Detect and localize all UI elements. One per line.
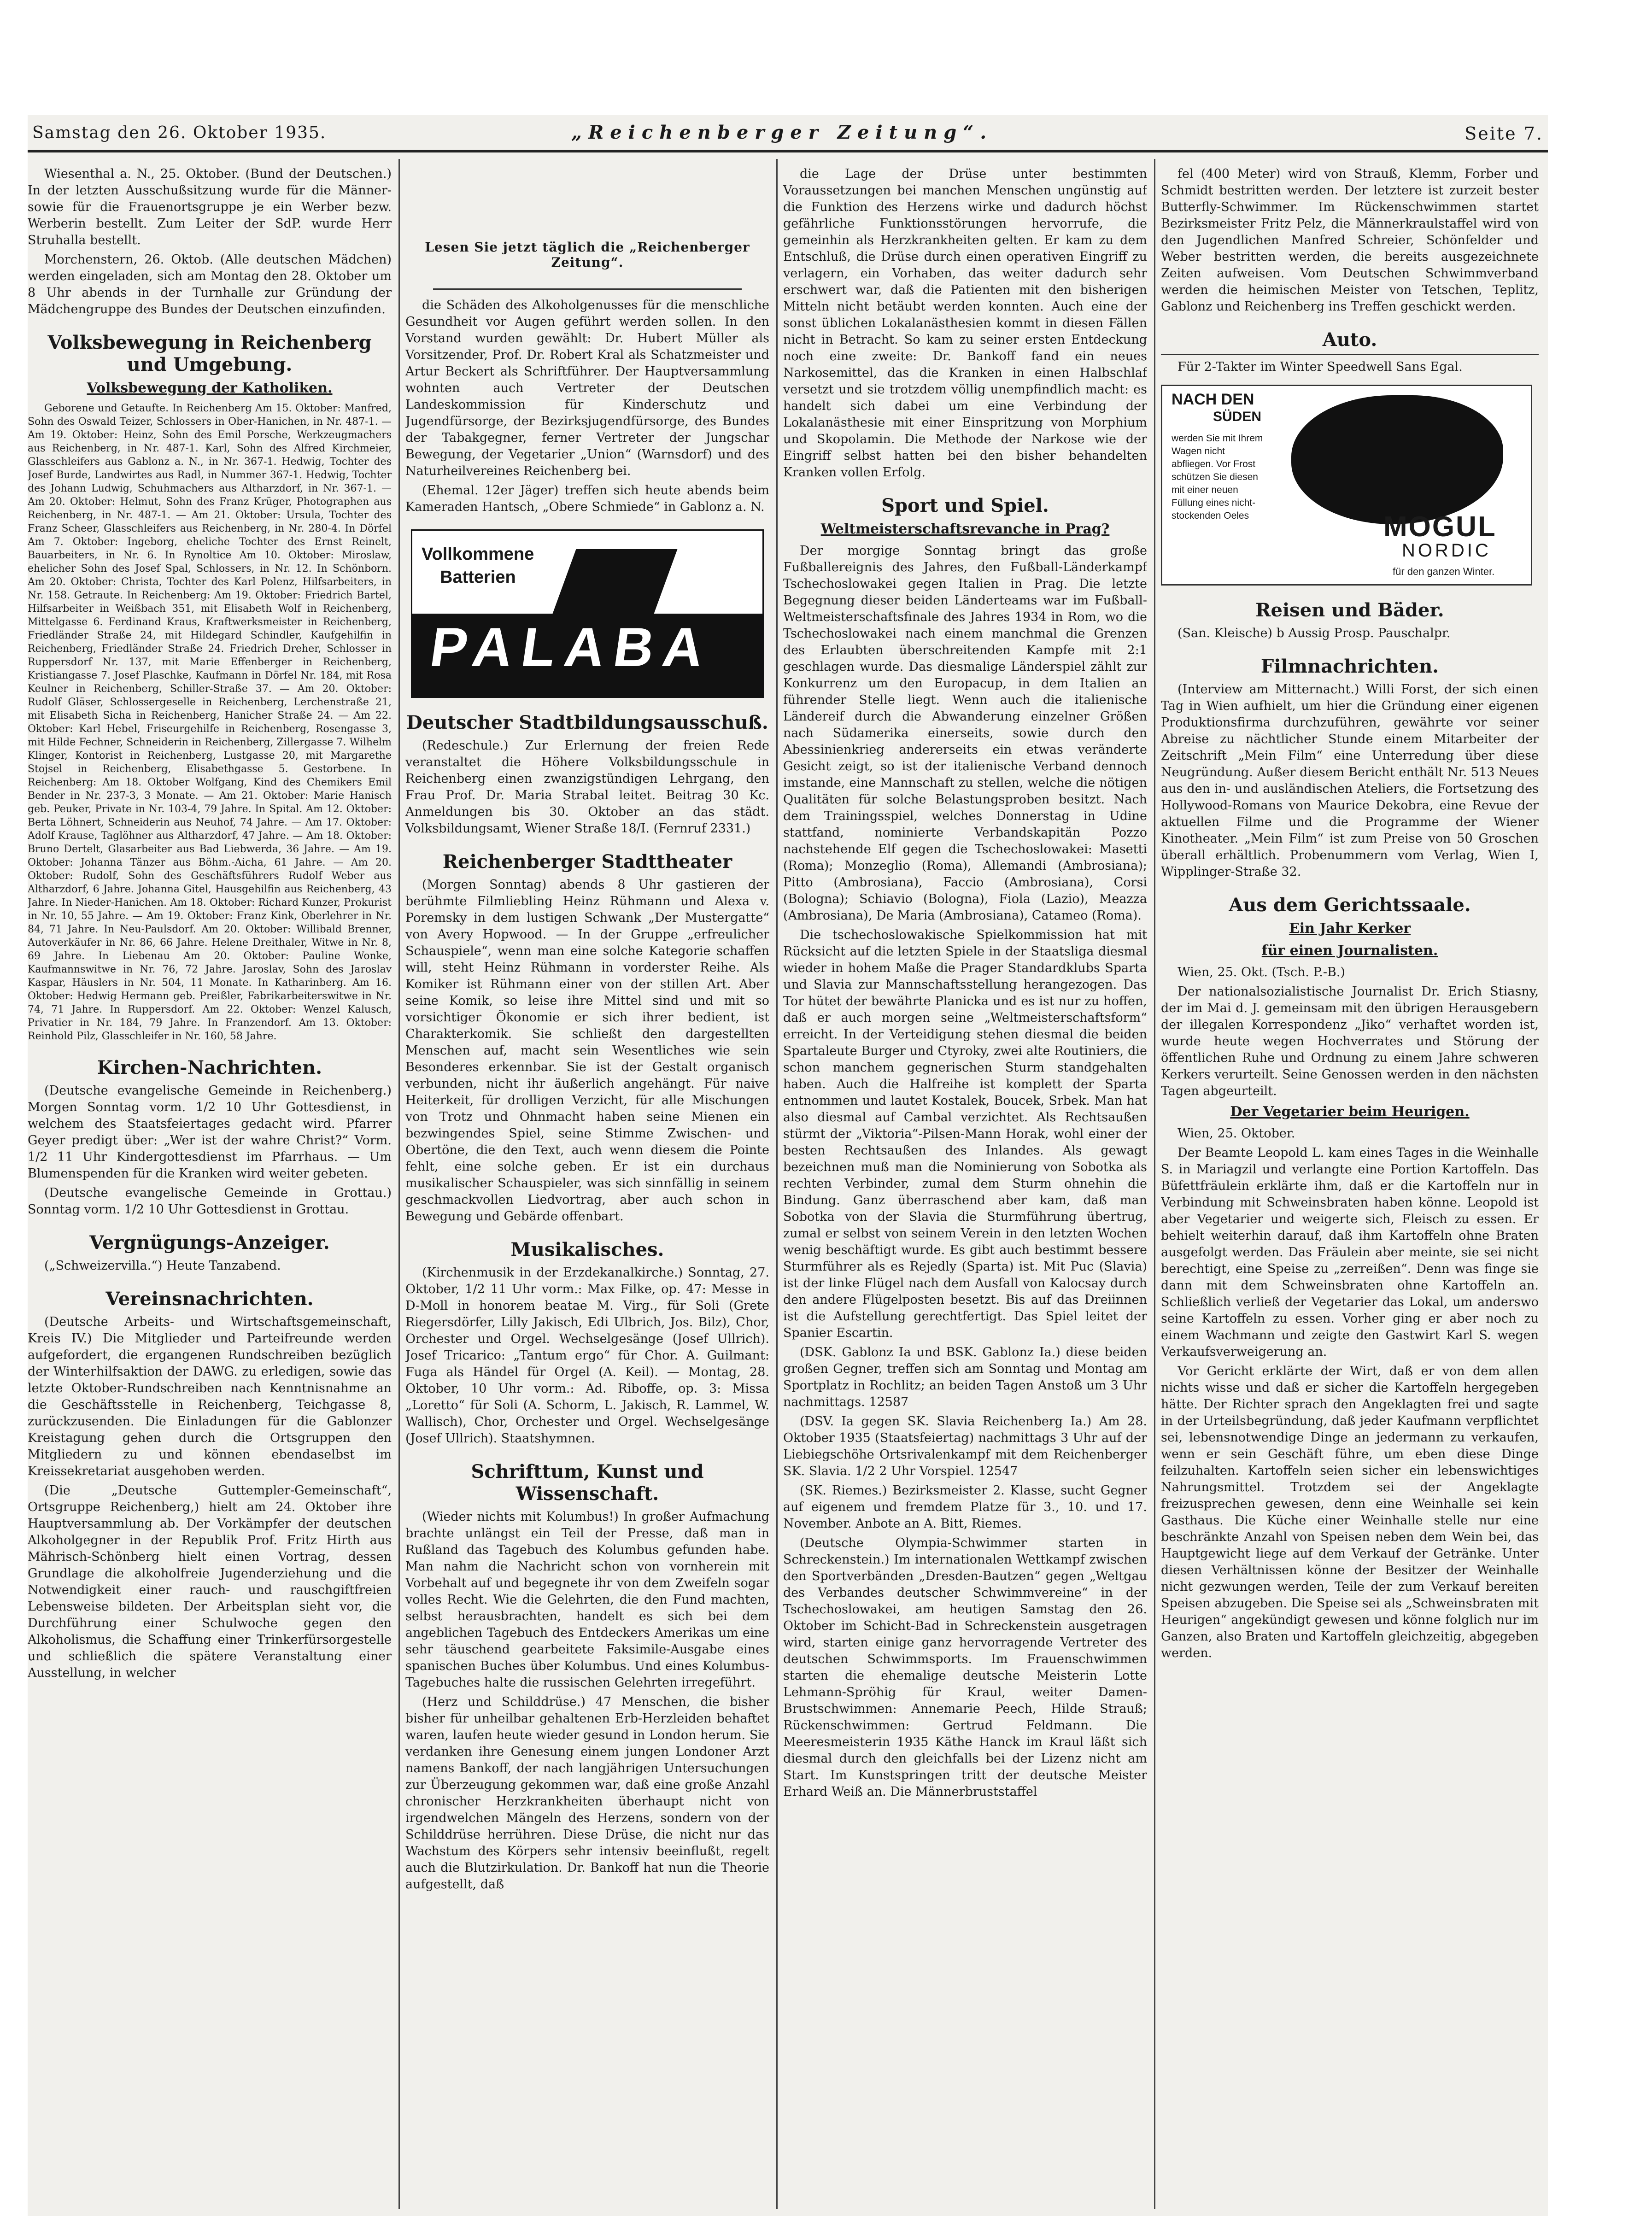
article-schwimmer-continued: fel (400 Meter) wird von Strauß, Klemm, Forber und Schmidt bestritten werden. Der letztere ist zurzeit bester Butterfly-Schwimmer. Im Rückenschwimmen startet Bezirksmeister Fritz Pelz, die Männerkraulstaffel wird von den Jugendlichen Manfred Schreier, Schönfelder und Weber bestritten werden, die bereits ausgezeichnete Zeiten aufweisen. Vom Deutschen Schwimmverband werden die heimischen Meister von Tetschen, Teplitz, Gablonz und Reichenberg ins Treffen geschickt werden.	[1161, 167, 1539, 314]
article-kirchen-1: (Deutsche evangelische Gemeinde in Reichenberg.) Morgen Sonntag vorm. 1/2 10 Uhr Gottesdienst, in welchem des Staatsfeiertages gedacht wird. Pfarrer Geyer predigt über: „Wer ist der wahre Christ?“ Vorm. 1/2 11 Uhr Kindergottesdienst im Pfarrhaus. — Um Blumenspenden für die Kranken wird weiter gebeten.	[28, 1084, 392, 1181]
article-auto: Für 2-Takter im Winter Speedwell Sans Egal.	[1177, 360, 1463, 374]
ad-brand-band	[412, 614, 762, 697]
section-heading-volksbewegung: Volksbewegung in Reichenberg und Umgebung.	[47, 332, 372, 375]
article-wiesenthal: Wiesenthal a. N., 25. Oktober. (Bund der Deutschen.) In der letzten Ausschußsitzung wurde für die Männer- sowie für die Frauenortsgruppe je ein Werber bezw. Werberin bestellt. Zum Leiter der SdP. wurde Herr Struhalla bestellt.	[28, 167, 392, 247]
ad-headline-1: NACH DEN	[1172, 391, 1254, 408]
article-theater: (Morgen Sonntag) abends 8 Uhr gastieren der berühmte Filmliebling Heinz Rühmann und Alexa v. Poremsky in dem lustigen Schwank „Der Mustergatte“ von Avery Hopwood. — In der Gruppe „erfreulicher Schauspiele“, wenn man eine solche Kategorie schaffen will, steht Heinz Rühmann in vorderster Reihe. Als Komiker ist Rühmann einer von der stillen Art. Aber seine Komik, so leise ihre Mittel sind und mit so vorsichtiger Ökonomie er sich ihrer bedient, ist Charakterkomik. Sie schließt den dargestellten Menschen auf, macht sein Wesentliches wie sein Besonderes erkennbar. Sie ist der Gestalt organisch verbunden, nicht ihr äußerlich angehängt. Für naive Heiterkeit, für drolligen Verzicht, für alle Mischungen von Trotz und Ohnmacht haben seine Mienen ein bezwingendes Spiel, seine Stimme Zwischen- und Obertöne, die den Text, auch wenn diesem die Pointe fehlt, eine solche geben. Er ist ein durchaus musikalischer Schauspieler, was sich sinnfällig in seinem geschmackvollen Liedvortrag, aber auch schon in Bewegung und Gebärde offenbart.	[405, 878, 769, 1224]
article-vegetarier-2: Vor Gericht erklärte der Wirt, daß er von dem allen nichts wisse und daß er sicher die Kartoffeln hergegeben hätte. Der Richter sprach den Angeklagten frei und sagte in der Urteilsbegründung, daß jeder Kaufmann verpflichtet sei, lebensnotwendige Dinge an jedermann zu verkaufen, wenn er sein Geschäft führe, um eben diese Dinge feilzuhalten. Kartoffeln seien sicher ein lebenswichtiges Nahrungsmittel. Trotzdem sei der Angeklagte freizusprechen gewesen, denn eine Weinhalle sei kein Gasthaus. Die Küche einer Weinhalle stelle nur eine beschränkte Anzahl von Speisen neben dem Wein bei, das Hauptgewicht liege auf dem Verkauf der Getränke. Unter diesen Verhältnissen könne der Besitzer der Weinhalle nicht gezwungen werden, Teile der zum Verkauf bereiten Speisen abzugeben. Die Speise sei als „Schweinsbraten mit Heurigen“ angekündigt gewesen und könne folglich nur im Ganzen, also Braten und Kartoffeln gleichzeitig, abgegeben werden.	[1161, 1364, 1539, 1660]
article-film: (Interview am Mitternacht.) Willi Forst, der sich einen Tag in Wien aufhielt, um hier die Gründung einer eigenen Produktionsfirma durchzuführen, gewährte vor seiner Abreise zu nächtlicher Stunde einem Mitarbeiter der Zeitschrift „Mein Film“ eine Unterredung über diese Neugründung. Außer diesem Bericht enthält Nr. 513 Neues aus den in- und ausländischen Ateliers, die Fortsetzung des Hollywood-Romans von Maurice Dekobra, eine Revue der aktuellen Filme und die Programme der Wiener Kinotheater. „Mein Film“ ist zum Preise von 50 Groschen überall erhältlich. Probenummern vom Verlag, Wien I, Wipplinger-Straße 32.	[1161, 682, 1539, 879]
subheading-katholiken: Volksbewegung der Katholiken.	[87, 380, 333, 396]
subscription-notice: Lesen Sie jetzt täglich die „Reichenberger Zeitung“.	[425, 240, 750, 270]
article-jaeger: (Ehemal. 12er Jäger) treffen sich heute abends beim Kameraden Hantsch, „Obere Schmiede“ in Gablonz a. N.	[405, 483, 769, 514]
article-alkohol-continued: die Schäden des Alkoholgenusses für die menschliche Gesundheit vor Augen geführt werden sollen. In den Vorstand wurden gewählt: Dr. Hubert Müller als Vorsitzender, Prof. Dr. Robert Kral als Schatzmeister und Artur Beckert als Schriftführer. Der Hauptversammlung wohnten auch Vertreter der Deutschen Landeskommission für Kinderschutz und Jugendfürsorge, der Bezirksjugendfürsorge, des Bundes der Tabakgegner, ferner Vertreter der Jungschar Bewegung, der Vegetarier „Union“ (Warnsdorf) und des Naturheilvereines Reichenberg bei.	[405, 298, 769, 478]
article-redeschule: (Redeschule.) Zur Erlernung der freien Rede veranstaltet die Höhere Volksbildungsschule in Reichenberg einen zwanzigstündigen Lehrgang, den Frau Prof. Dr. Maria Strabal leitet. Beitrag 30 Kc. Anmeldungen bis 30. Oktober an das städt. Volksbildungsamt, Wiener Straße 18/I. (Fernruf 2331.)	[405, 738, 769, 836]
subheading-kerker: Ein Jahr Kerker	[1289, 920, 1411, 937]
newspaper-title: „Reichenberger Zeitung“.	[571, 122, 993, 143]
article-verein-2: (Die „Deutsche Guttempler-Gemeinschaft“, Ortsgruppe Reichenberg,) hielt am 24. Oktober ihre Hauptversammlung ab. Der Vorkämpfer der deutschen Alkoholgegner in der Republik Prof. Fritz Hirth aus Mährisch-Schönberg hielt einen Vortrag, dessen Grundlage die alkoholfreie Jugenderziehung und die Notwendigkeit einer rauch- und rauschgiftfreien Lebensweise bildeten. Der Arbeitsplan sieht vor, die Durchführung einer Schulwoche gegen den Alkoholismus, die Schaffung einer Trinkerfürsorgestelle und schließlich die spätere Veranstaltung einer Ausstellung, in welcher	[28, 1483, 392, 1680]
divider	[433, 288, 742, 290]
article-laenderspiel: Der morgige Sonntag bringt das große Fußballereignis des Jahres, den Fußball-Länderkampf Tschechoslowakei gegen Italien in Prag. Die letzte Begegnung dieser beiden Länderteams war im Fußball-Weltmeisterschaftsfinale des Jahres 1934 in Rom, wo die Tschechoslowakei nach einem manchmal die Grenzen des Erlaubten überschreitenden Kampfe mit 2:1 geschlagen wurde. Das diesmalige Länderspiel zählt zur Konkurrenz um den Europacup, in dem Italien an führender Stelle liegt. Wenn auch die italienische Ländereif durch die Abwanderung einzelner Größen nach Südamerika einerseits, sowie durch den Abessinienkrieg andererseits ein etwas veränderte Gesicht zeigt, so ist der italienische Verband dennoch imstande, eine Mannschaft zu stellen, welche die nötigen Qualitäten für solche Belastungsproben besitzt. Nach dem Trainingsspiel, welches Donnerstag in Udine stattfand, nominierte Verbandskapitän Pozzo nachstehende Elf gegen die Tschechoslowakei: Masetti (Roma); Monzeglio (Roma), Allemandi (Ambrosiana); Pitto (Ambrosiana), Faccio (Ambrosiana), Corsi (Bologna); Schiavio (Bologna), Fiola (Lazio), Meazza (Ambrosiana), De Maria (Ambrosiana), Catameo (Roma).	[783, 544, 1147, 923]
dateline-wien-2: Wien, 25. Oktober.	[1177, 1126, 1295, 1141]
header-date: Samstag den 26. Oktober 1935.	[32, 123, 327, 142]
section-heading-auto: Auto.	[1161, 329, 1539, 355]
article-musik: (Kirchenmusik in der Erzdekanalkirche.) Sonntag, 27. Oktober, 1/2 11 Uhr vorm.: Max Filke, op. 47: Messe in D-Moll in honorem beatae M. Virg., für Soli (Grete Riegersdörfer, Lilly Jakisch, Edi Ulbrich, Jos. Bilz), Chor, Orchester und Orgel. Wechselgesänge (Josef Ullrich). Josef Tricarico: „Tantum ergo“ für Chor. A. Guilmant: Fuga als Händel für Orgel (A. Keil). — Montag, 28. Oktober, 10 Uhr vorm.: Ad. Riboffe, op. 3: Missa „Loretto“ für Soli (A. Schorm, L. Jakisch, R. Lammel, W. Wallisch), Chor, Orchester und Orgel. Wechselgesänge (Josef Ullrich). Staatshymnen.	[405, 1265, 769, 1446]
column-rule	[776, 159, 778, 2209]
section-heading-vergnuegung: Vergnügungs-Anzeiger.	[89, 1232, 330, 1254]
article-dsv-slavia: (DSV. Ia gegen SK. Slavia Reichenberg Ia.) Am 28. Oktober 1935 (Staatsfeiertag) nachmittags 3 Uhr auf der Liebiegschöhe Ortsrivalenkampf mit dem Reichenberger SK. Slavia. 1/2 2 Uhr Vorspiel. 12547	[783, 1414, 1147, 1478]
section-heading-reisen: Reisen und Bäder.	[1255, 599, 1444, 621]
section-heading-musik: Musikalisches.	[510, 1239, 664, 1260]
section-heading-kirchen: Kirchen-Nachrichten.	[97, 1057, 322, 1078]
article-herz-continued: die Lage der Drüse unter bestimmten Voraussetzungen bei manchen Menschen ungünstig auf die Funktion des Herzens wirke und dadurch höchst gefährliche Funktionsstörungen hervorrufe, die gemeinhin als Herzkrankheiten gelten. Er kam zu dem Entschluß, die Drüse durch einen operativen Eingriff zu verlagern, ein Vorhaben, das weiter dadurch sehr erschwert war, daß die Patienten mit den bisherigen Mitteln nicht betäubt werden konnten. Auch eine der sonst üblichen Lokalanästhesien kommt in diesen Fällen nicht in Betracht. So kam zu seiner ersten Entdeckung noch eine zweite: Dr. Bankoff fand ein neues Narkosemittel, das die Kranken in einen Halbschlaf versetzt und sie trotzdem völlig unempfindlich macht: es handelt sich dabei um eine Verbindung der Lokalanästhesie mit einer Einspritzung von Morphium und Skopolamin. Die Methode der Narkose wie der Eingriff selbst hatten bei den bisher behandelten Kranken vollen Erfolg.	[783, 167, 1147, 480]
civil-register-text: Geborene und Getaufte. In Reichenberg Am 15. Oktober: Manfred, Sohn des Oswald Teizer, Schlossers in Ober-Hanichen, in Nr. 487-1. — Am 19. Oktober: Heinz, Sohn des Emil Porsche, Werkzeugmachers aus Reichenberg, in Nr. 487-1. Karl, Sohn des Alfred Kirchmeier, Glasschleifers aus Gablonz a. N., in Nr. 367-1. Hedwig, Tochter des Josef Burde, Landwirtes aus Radl, in Nummer 367-1. Hedwig, Tochter des Johann Ludwig, Schuhmachers aus Altharzdorf, in Nr. 367-1. — Am 20. Oktober: Helmut, Sohn des Franz Krüger, Photographen aus Reichenberg, in Nr. 487-1. — Am 21. Oktober: Ursula, Tochter des Franz Scheer, Glasschleifers aus Reichenberg, in Nr. 280-4. In Dörfel Am 7. Oktober: Ingeborg, eheliche Tochter des Ernst Reinelt, Bauarbeiters, in Nr. 6. In Rynoltice Am 10. Oktober: Miroslaw, ehelicher Sohn des Josef Spal, Schlossers, in Nr. 12. In Schönborn. Am 20. Oktober: Christa, Tochter des Karl Polenz, Hilfsarbeiters, in Nr. 158. Getraute. In Reichenberg: Am 19. Oktober: Friedrich Bartel, Hilfsarbeiter in Weißbach 351, mit Elisabeth Wolf in Reichenberg, Mittelgasse 6. Ferdinand Kraus, Kraftwerksmeister in Reichenberg, Friedländer Straße 24, mit Hildegard Schindler, Kaufgehilfin in Reichenberg, Friedländer Straße 24. Friedrich Dreher, Schlosser in Ruppersdorf Nr. 137, mit Marie Effenberger in Reichenberg, Kristiangasse 7. Josef Plaschke, Kaufmann in Dörfel Nr. 184, mit Rosa Keulner in Reichenberg, Schiller-Straße 37. — Am 20. Oktober: Rudolf Gläser, Schlossergeselle in Reichenberg, Lerchenstraße 21, mit Elisabeth Sicha in Reichenberg, Hanicher Straße 24. — Am 22. Oktober: Karl Hebel, Friseurgehilfe in Reichenberg, Rosengasse 3, mit Hilde Fechner, Schneiderin in Reichenberg, Zillergasse 7. Wilhelm Klinger, Kontorist in Reichenberg, Lustgasse 20, mit Margarethe Stojsel in Reichenberg, Elisabethgasse 5. Gestorbene. In Reichenberg: Am 18. Oktober Wolfgang, Kind des Chemikers Emil Bender in Nr. 237-3, 3 Monate. — Am 21. Oktober: Marie Hanisch geb. Peuker, Private in Nr. 103-4, 79 Jahre. In Spital. Am 12. Oktober: Berta Löhnert, Schneiderin aus Neuhof, 74 Jahre. — Am 17. Oktober: Adolf Krause, Taglöhner aus Altharzdorf, 47 Jahre. — Am 18. Oktober: Bruno Dertelt, Glasarbeiter aus Bad Liebwerda, 36 Jahre. — Am 19. Oktober: Johanna Tänzer aus Böhm.-Aicha, 61 Jahre. — Am 20. Oktober: Rudolf, Sohn des Geschäftsführers Rudolf Weber aus Altharzdorf, 6 Jahre. Johanna Gitel, Hausgehilfin aus Reichenberg, 43 Jahre. In Nieder-Hanichen. Am 18. Oktober: Richard Kunzer, Prokurist in Nr. 10, 55 Jahre. — Am 19. Oktober: Franz Kink, Oberlehrer in Nr. 84, 71 Jahre. In Neu-Paulsdorf. Am 20. Oktober: Willibald Brenner, Autoverkäufer in Nr. 86, 66 Jahre. Helene Dreithaler, Witwe in Nr. 8, 69 Jahre. In Liebenau Am 20. Oktober: Pauline Wonke, Kaufmannswitwe in Nr. 76, 72 Jahre. Jaroslav, Sohn des Jaroslav Kaspar, Häuslers in Nr. 504, 11 Monate. In Katharinberg. Am 16. Oktober: Hedwig Hermann geb. Preißler, Fabrikarbeiterswitwe in Nr. 74, 71 Jahre. In Ruppersdorf. Am 22. Oktober: Wenzel Kalusch, Privatier in Nr. 184, 79 Jahre. In Franzendorf. Am 13. Oktober: Reinhold Pilz, Glasschleifer in Nr. 160, 58 Jahre.	[28, 403, 392, 1042]
ad-logo-mogul: MOGUL	[1383, 511, 1497, 543]
article-herz: (Herz und Schilddrüse.) 47 Menschen, die bisher bisher für unheilbar gehaltenen Erb-Herzleiden behaftet waren, laufen heute wieder gesund in London herum. Sie verdanken ihre Genesung einem jungen Londoner Arzt namens Bankoff, der nach langjährigen Untersuchungen zur Überzeugung gekommen war, daß eine große Anzahl chronischer Herzkrankheiten überhaupt nicht von irgendwelchen Mängeln des Herzens, sondern von der Schilddrüse herrühren. Diese Drüse, die nicht nur das Wachstum des Körpers sehr intensiv beeinflußt, regelt auch die Blutzirkulation. Dr. Bankoff hat nun die Theorie aufgestellt, daß	[405, 1695, 769, 1892]
article-journalist: Der nationalsozialistische Journalist Dr. Erich Stiasny, der im Mai d. J. gemeinsam mit den übrigen Herausgebern der illegalen Korrespondenz „Jiko“ verhaftet worden ist, wurde heute wegen Hochverrates und Störung der öffentlichen Ruhe und Ordnung zu einem Jahre schweren Kerkers verurteilt. Seine Genossen werden in den nächsten Tagen abgeurteilt.	[1161, 984, 1539, 1098]
section-heading-schrifttum: Schrifttum, Kunst und Wissenschaft.	[471, 1461, 704, 1505]
section-heading-stadtbildung: Deutscher Stadtbildungsausschuß.	[406, 712, 768, 733]
section-heading-theater: Reichenberger Stadttheater	[442, 851, 732, 873]
article-morchenstern: Morchenstern, 26. Oktob. (Alle deutschen Mädchen) werden eingeladen, sich am Montag den 28. Oktober um 8 Uhr abends in der Turnhalle zur Gründung der Mädchengruppe des Bundes der Deutschen einzufinden.	[28, 252, 392, 316]
article-vegetarier-1: Der Beamte Leopold L. kam eines Tages in die Weinhalle S. in Mariagzil und verlangte eine Portion Kartoffeln. Das Büfettfräulein erklärte ihm, daß er die Kartoffeln nur in Verbindung mit Schweinsbraten haben könne. Leopold ist aber Vegetarier und weigerte sich, Fleisch zu essen. Er behielt weiterhin darauf, daß ihm Kartoffeln ohne Braten ausgefolgt werden. Das Fräulein aber meinte, sie sei nicht berechtigt, eine Speise zu „zerreißen“. Denn was finge sie dann mit dem Schweinsbraten ohne Kartoffeln an. Schließlich verließ der Vegetarier das Lokal, um anderswo seine Kartoffeln zu essen. Vorher ging er aber noch zu einem Wachmann und zeigte den Gastwirt Karl S. wegen Verkaufsverweigerung an.	[1161, 1146, 1539, 1359]
ad-line-1: Vollkommene	[422, 545, 534, 564]
battery-icon	[553, 549, 678, 614]
article-spielkommission: Die tschechoslowakische Spielkommission hat mit Rücksicht auf die letzten Spiele in der Staatsliga diesmal wieder in hohem Maße die Prager Standardklubs Sparta und Slavia zur Mannschaftsstellung herangezogen. Das Tor hütet der bewährte Planicka und es ist nur zu hoffen, daß er auch morgen seine „Weltmeisterschaftsform“ erreicht. In der Verteidigung stehen diesmal die beiden Spartaleute Burger und Ctyroky, zwei alte Routiniers, die schon manchem gegnerischen Sturm standgehalten haben. Auch die Halfreihe ist komplett der Sparta entnommen und lautet Kostalek, Boucek, Srbek. Man hat also diesmal auf Cambal verzichtet. Als Rechtsaußen stürmt der „Viktoria“-Pilsen-Mann Horak, wohl einer der besten Rechtsaußen des Inlandes. Als gewagt bezeichnen muß man die Nominierung von Sobotka als rechten Verbinder, zumal dem Sturm ohnehin die Bindung. Ganz überraschend aber kam, daß man Sobotka von der Slavia die Sturmführung übertrug, zumal er selbst von seinem Verein in den letzten Wochen wenig beschäftigt wurde. Es gibt auch bestimmt bessere Sturmführer als es Rejedly (Sparta) ist. Mit Puc (Slavia) ist der linke Flügel nach dem Ausfall von Kalocsay durch den andere Flügelposten besetzt. Bis auf das Dreiinnen ist die Aufstellung gerechtfertigt. Das Spiel leitet der Spanier Escartin.	[783, 928, 1147, 1340]
ad-tagline: für den ganzen Winter.	[1393, 566, 1495, 577]
subheading-journalist: für einen Journalisten.	[1261, 943, 1438, 959]
subheading-weltmeisterschaft: Weltmeisterschaftsrevanche in Prag?	[820, 521, 1110, 537]
article-olympia-schwimmer: (Deutsche Olympia-Schwimmer starten in Schreckenstein.) Im internationalen Wettkampf zwischen den Sportverbänden „Dresden-Bautzen“ gegen „Weltgau des Verbandes deutscher Schwimmvereine“ in der Tschechoslowakei, am heutigen Samstag den 26. Oktober im Schicht-Bad in Schreckenstein ausgetragen wird, starten einige ganz hervorragende Vertreter des deutschen Schwimmsports. Im Frauenschwimmen starten die ehemalige deutsche Meisterin Lotte Lehmann-Spröhig für Kraul, weiter Damen-Brustschwimmen: Annemarie Peech, Hilde Strauß; Rückenschwimmen: Gertrud Feldmann. Die Meeresmeisterin 1935 Käthe Hanck im Kraul läßt sich diesmal durch den gleichfalls bei der Lizenz nicht am Start. Im Kunstspringen tritt der deutsche Meister Erhard Weiß an. Die Männerbruststaffel	[783, 1536, 1147, 1799]
article-sk-riemes: (SK. Riemes.) Bezirksmeister 2. Klasse, sucht Gegner auf eigenem und fremdem Platze für 3., 10. und 17. November. Anbote an A. Bitt, Riemes.	[783, 1483, 1147, 1531]
ad-body-text: werden Sie mit Ihrem Wagen nicht abfliegen. Vor Frost schützen Sie diesen mit einer neuen Füllung eines nicht-stockenden Oeles	[1172, 433, 1263, 521]
column-1	[28, 166, 392, 2207]
article-kolumbus: (Wieder nichts mit Kolumbus!) In großer Aufmachung brachte unlängst ein Teil der Presse, daß man in Rußland das Tagebuch des Kolumbus gefunden habe. Man nahm die Nachricht schon von vornherein mit Vorbehalt auf und begegnete ihr von dem Zweifeln sogar volles Recht. Wie die Gelehrten, die den Fund machten, selbst herausbrachten, handelt es sich bei dem angeblichen Tagebuch des Entdeckers Amerikas um eine sehr täuschend gearbeitete Faksimile-Ausgabe eines spanischen Buches über Kolumbus. Und eines Kolumbus-Tagebuches halte die russischen Gelehrten irregeführt.	[405, 1510, 769, 1690]
newspaper-page	[28, 115, 1548, 2216]
column-2	[405, 166, 769, 2207]
page-header	[28, 115, 1548, 152]
palaba-advertisement	[411, 529, 764, 698]
article-kirchen-2: (Deutsche evangelische Gemeinde in Grottau.) Sonntag vorm. 1/2 10 Uhr Gottesdienst in Grottau.	[28, 1186, 392, 1217]
dateline-wien-1: Wien, 25. Okt. (Tsch. P.-B.)	[1177, 965, 1345, 979]
section-heading-gericht: Aus dem Gerichtssaale.	[1229, 894, 1471, 916]
column-rule	[398, 159, 400, 2209]
page-number: Seite 7.	[1465, 123, 1543, 144]
section-heading-verein: Vereinsnachrichten.	[105, 1288, 314, 1310]
article-dsk-gablonz: (DSK. Gablonz Ia und BSK. Gablonz Ia.) diese beiden großen Gegner, treffen sich am Sonntag und Montag am Sportplatz in Rochlitz; an beiden Tagen Anstoß um 3 Uhr nachmittags. 12587	[783, 1345, 1147, 1409]
subheading-vegetarier: Der Vegetarier beim Heurigen.	[1230, 1104, 1470, 1120]
section-heading-sport: Sport und Spiel.	[881, 495, 1049, 516]
ad-headline-2: SÜDEN	[1213, 409, 1262, 424]
car-silhouette-icon	[1291, 395, 1503, 524]
article-verein-1: (Deutsche Arbeits- und Wirtschaftsgemeinschaft, Kreis IV.) Die Mitglieder und Parteifreunde werden aufgefordert, die ergangenen Rundschreiben bezüglich der Winterhilfsaktion der DAWG. zu erledigen, sowie das letzte Oktober-Rundschreiben nach Kenntnisnahme an die Geschäftsstelle in Reichenberg, Teichgasse 8, zurückzusenden. Die Einladungen für die Gablonzer Kreistagung gehen durch die Ortsgruppen den Mitgliedern zu und können ebendaselbst im Kreissekretariat ausgehoben werden.	[28, 1315, 392, 1478]
mogul-nordic-advertisement	[1161, 385, 1532, 586]
article-vergnuegung: („Schweizervilla.“) Heute Tanzabend.	[44, 1259, 281, 1273]
ad-brand-name: PALABA	[426, 616, 717, 678]
column-3	[783, 166, 1147, 2207]
section-heading-film: Filmnachrichten.	[1260, 656, 1439, 677]
column-rule	[1154, 159, 1155, 2209]
article-reisen: (San. Kleische) b Aussig Prosp. Pauschalpr.	[1177, 626, 1451, 640]
column-4	[1161, 166, 1539, 2207]
ad-line-2: Batterien	[440, 568, 516, 587]
ad-logo-nordic: NORDIC	[1402, 540, 1491, 561]
